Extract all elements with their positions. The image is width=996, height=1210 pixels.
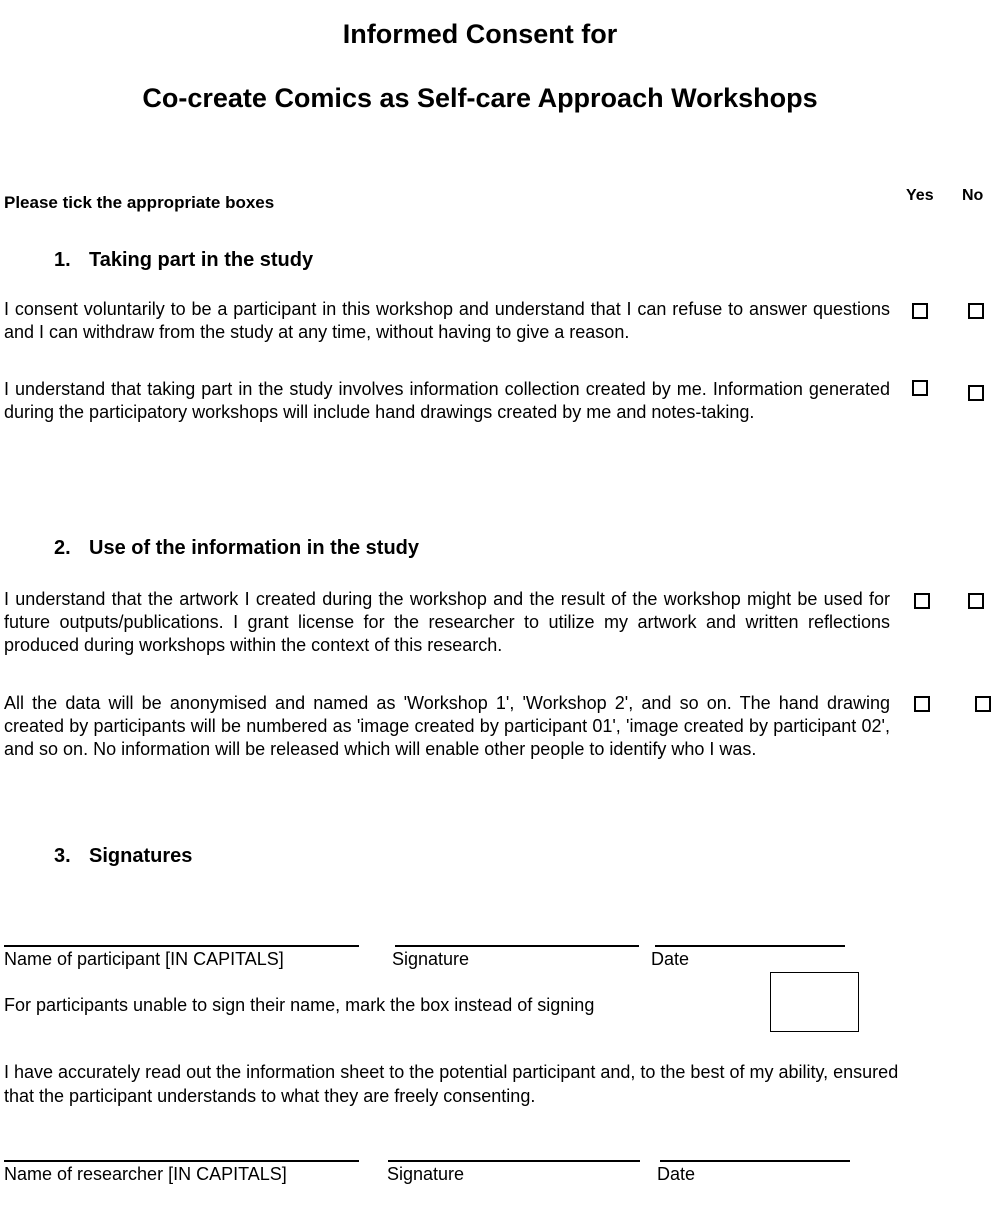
mark-box-instruction: For participants unable to sign their name, mark the box instead of signing xyxy=(4,995,595,1015)
participant-date-label: Date xyxy=(651,949,690,969)
document-title-line-1: Informed Consent for xyxy=(342,19,618,49)
yes-checkbox-voluntary[interactable] xyxy=(912,303,928,319)
section-title: Signatures xyxy=(89,845,193,867)
no-checkbox-artwork-use[interactable] xyxy=(968,593,984,609)
section-title: Taking part in the study xyxy=(89,249,314,271)
section-number: 1. xyxy=(54,249,71,271)
consent-statement-artwork-use: I understand that the artwork I created during the workshop and the result of the workshop might be used for future outputs/publications. I grant license for the researcher to utilize my artwork and written reflections produced during workshops within the context of this research. xyxy=(4,589,890,655)
consent-statement-voluntary: I consent voluntarily to be a participant in this workshop and understand that I can refuse to answer questions and I can withdraw from the study at any time, without having to give a reason. xyxy=(4,299,890,342)
participant-mark-box[interactable] xyxy=(770,972,859,1032)
section-number: 2. xyxy=(54,537,71,559)
no-checkbox-anonymisation[interactable] xyxy=(975,696,991,712)
no-checkbox-voluntary[interactable] xyxy=(968,303,984,319)
yes-checkbox-information-collection[interactable] xyxy=(912,380,928,396)
consent-statement-anonymisation: All the data will be anonymised and named as 'Workshop 1', 'Workshop 2', and so on. The hand drawing created by participants will be numbered as 'image created by participant 01', 'image created by participant 02', and so on. No information will be released which will enable other people to identify who I was. xyxy=(4,693,890,759)
section-title: Use of the information in the study xyxy=(89,537,420,559)
yes-checkbox-artwork-use[interactable] xyxy=(914,593,930,609)
participant-date-line[interactable] xyxy=(655,945,845,947)
researcher-signature-label: Signature xyxy=(387,1164,465,1184)
yes-checkbox-anonymisation[interactable] xyxy=(914,696,930,712)
participant-signature-label: Signature xyxy=(392,949,470,969)
researcher-name-label: Name of researcher [IN CAPITALS] xyxy=(4,1164,287,1184)
section-2-heading xyxy=(54,537,419,560)
section-number: 3. xyxy=(54,845,71,867)
section-1-heading xyxy=(54,249,313,272)
researcher-statement: I have accurately read out the information sheet to the potential participant and, to the best of my ability, ensured that the participant understands to what they are freely consenting. xyxy=(4,1062,899,1106)
consent-statement-information-collection: I understand that taking part in the study involves information collection created by me. Information generated during the participatory workshops will include hand drawings created by me and notes-taking. xyxy=(4,379,890,422)
section-3-heading xyxy=(54,845,192,868)
participant-signature-line[interactable] xyxy=(395,945,639,947)
researcher-name-line[interactable] xyxy=(4,1160,359,1162)
researcher-date-line[interactable] xyxy=(660,1160,850,1162)
researcher-signature-line[interactable] xyxy=(388,1160,640,1162)
participant-name-label: Name of participant [IN CAPITALS] xyxy=(4,949,284,969)
researcher-date-label: Date xyxy=(657,1164,696,1184)
no-column-header: No xyxy=(962,187,984,204)
participant-name-line[interactable] xyxy=(4,945,359,947)
yes-column-header: Yes xyxy=(906,187,934,204)
document-title-line-2: Co-create Comics as Self-care Approach Workshops xyxy=(142,83,818,113)
no-checkbox-information-collection[interactable] xyxy=(968,385,984,401)
tick-instruction: Please tick the appropriate boxes xyxy=(4,193,275,212)
